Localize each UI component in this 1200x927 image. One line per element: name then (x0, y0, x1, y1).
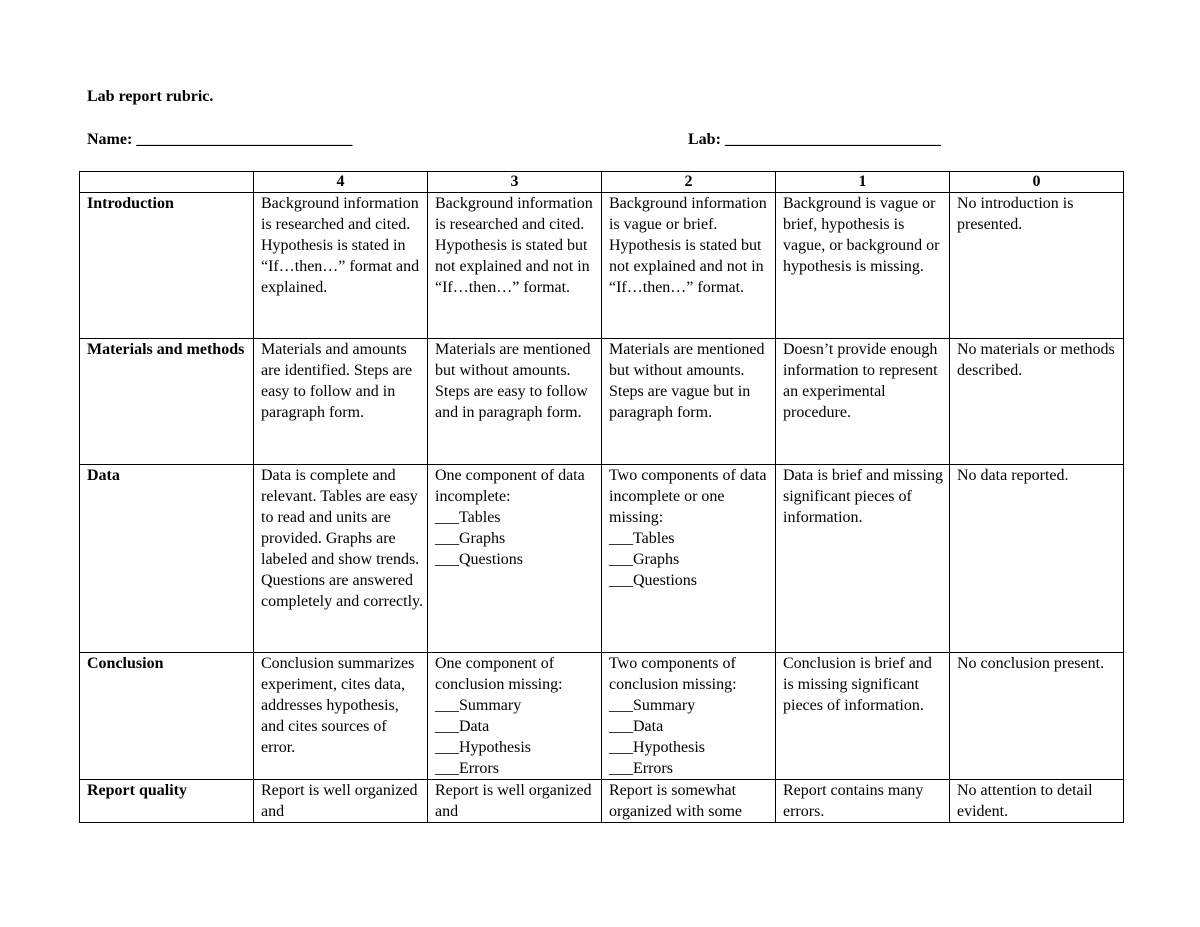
cell-text: One component of conclusion missing: ___Summary ___Data ___Hypothesis ___Errors (435, 655, 563, 777)
cell-text: Background information is vague or brief. Hypothesis is stated but not explained and not in “If…then…” format. (609, 195, 771, 296)
cell-text: Report is well organized and (435, 782, 596, 820)
criterion-cell: Materials and methods (80, 339, 254, 465)
table-row (80, 653, 1124, 780)
criterion-cell: Introduction (80, 193, 254, 339)
cell-text: No attention to detail evident. (957, 782, 1097, 820)
cell-text: No conclusion present. (957, 655, 1105, 672)
cell-text: Conclusion is brief and is missing significant pieces of information. (783, 655, 936, 714)
lab-label: Lab: (688, 131, 721, 148)
rubric-cell (950, 465, 1124, 653)
cell-text: Background information is researched and cited. Hypothesis is stated in “If…then…” format and explained. (261, 195, 424, 296)
cell-text: One component of data incomplete: ___Tables ___Graphs ___Questions (435, 467, 585, 568)
rubric-cell (776, 780, 950, 823)
cell-text: Report contains many errors. (783, 782, 928, 820)
rubric-cell (254, 780, 428, 823)
cell-text: No data reported. (957, 467, 1069, 484)
lab-field (688, 130, 941, 150)
rubric-cell (776, 465, 950, 653)
score-header-0: 0 (950, 172, 1124, 193)
cell-text: No introduction is presented. (957, 195, 1078, 233)
table-row (80, 465, 1124, 653)
rubric-cell (602, 653, 776, 780)
rubric-cell (428, 193, 602, 339)
rubric-cell (602, 780, 776, 823)
rubric-cell (950, 653, 1124, 780)
cell-text: Conclusion summarizes experiment, cites data, addresses hypothesis, and cites sources of error. (261, 655, 419, 756)
header-row (80, 172, 1124, 193)
name-blank: ___________________________ (136, 131, 353, 148)
cell-text: Materials and amounts are identified. Steps are easy to follow and in paragraph form. (261, 341, 417, 421)
rubric-cell (254, 465, 428, 653)
rubric-cell (254, 339, 428, 465)
table-row (80, 780, 1124, 823)
cell-text: Two components of conclusion missing: ___Summary ___Data ___Hypothesis ___Errors (609, 655, 737, 777)
cell-text: No materials or methods described. (957, 341, 1119, 379)
rubric-cell (776, 653, 950, 780)
rubric-cell (776, 339, 950, 465)
corner-cell (80, 172, 254, 193)
score-header-2: 2 (602, 172, 776, 193)
criterion-cell: Data (80, 465, 254, 653)
rubric-cell (950, 339, 1124, 465)
rubric-cell (950, 193, 1124, 339)
cell-text: Doesn’t provide enough information to represent an experimental procedure. (783, 341, 942, 421)
rubric-cell (254, 653, 428, 780)
criterion-cell: Conclusion (80, 653, 254, 780)
rubric-cell (428, 465, 602, 653)
name-label: Name: (87, 131, 133, 148)
rubric-cell (254, 193, 428, 339)
cell-text: Report is well organized and (261, 782, 422, 820)
cell-text: Two components of data incomplete or one missing: ___Tables ___Graphs ___Questions (609, 467, 767, 589)
rubric-cell (776, 193, 950, 339)
table-row (80, 193, 1124, 339)
lab-blank: ___________________________ (724, 131, 941, 148)
cell-text: Materials are mentioned but without amounts. Steps are easy to follow and in paragraph form. (435, 341, 595, 421)
rubric-cell (428, 653, 602, 780)
rubric-cell (428, 339, 602, 465)
criterion-cell: Report quality (80, 780, 254, 823)
score-header-3: 3 (428, 172, 602, 193)
table-row (80, 339, 1124, 465)
cell-text: Data is brief and missing significant pieces of information. (783, 467, 947, 526)
rubric-cell (950, 780, 1124, 823)
rubric-table (79, 171, 1124, 823)
rubric-cell (602, 339, 776, 465)
rubric-cell (428, 780, 602, 823)
cell-text: Background information is researched and cited. Hypothesis is stated but not explained and not in “If…then…” format. (435, 195, 597, 296)
rubric-cell (602, 193, 776, 339)
cell-text: Background is vague or brief, hypothesis is vague, or background or hypothesis is missing. (783, 195, 944, 275)
score-header-4: 4 (254, 172, 428, 193)
cell-text: Report is somewhat organized with some (609, 782, 743, 820)
score-header-1: 1 (776, 172, 950, 193)
rubric-cell (602, 465, 776, 653)
page-title: Lab report rubric. (87, 88, 214, 105)
cell-text: Materials are mentioned but without amounts. Steps are vague but in paragraph form. (609, 341, 769, 421)
name-field (87, 130, 352, 150)
cell-text: Data is complete and relevant. Tables are easy to read and units are provided. Graphs are labeled and show trends. Questions are answered completely and correctly. (261, 467, 424, 610)
